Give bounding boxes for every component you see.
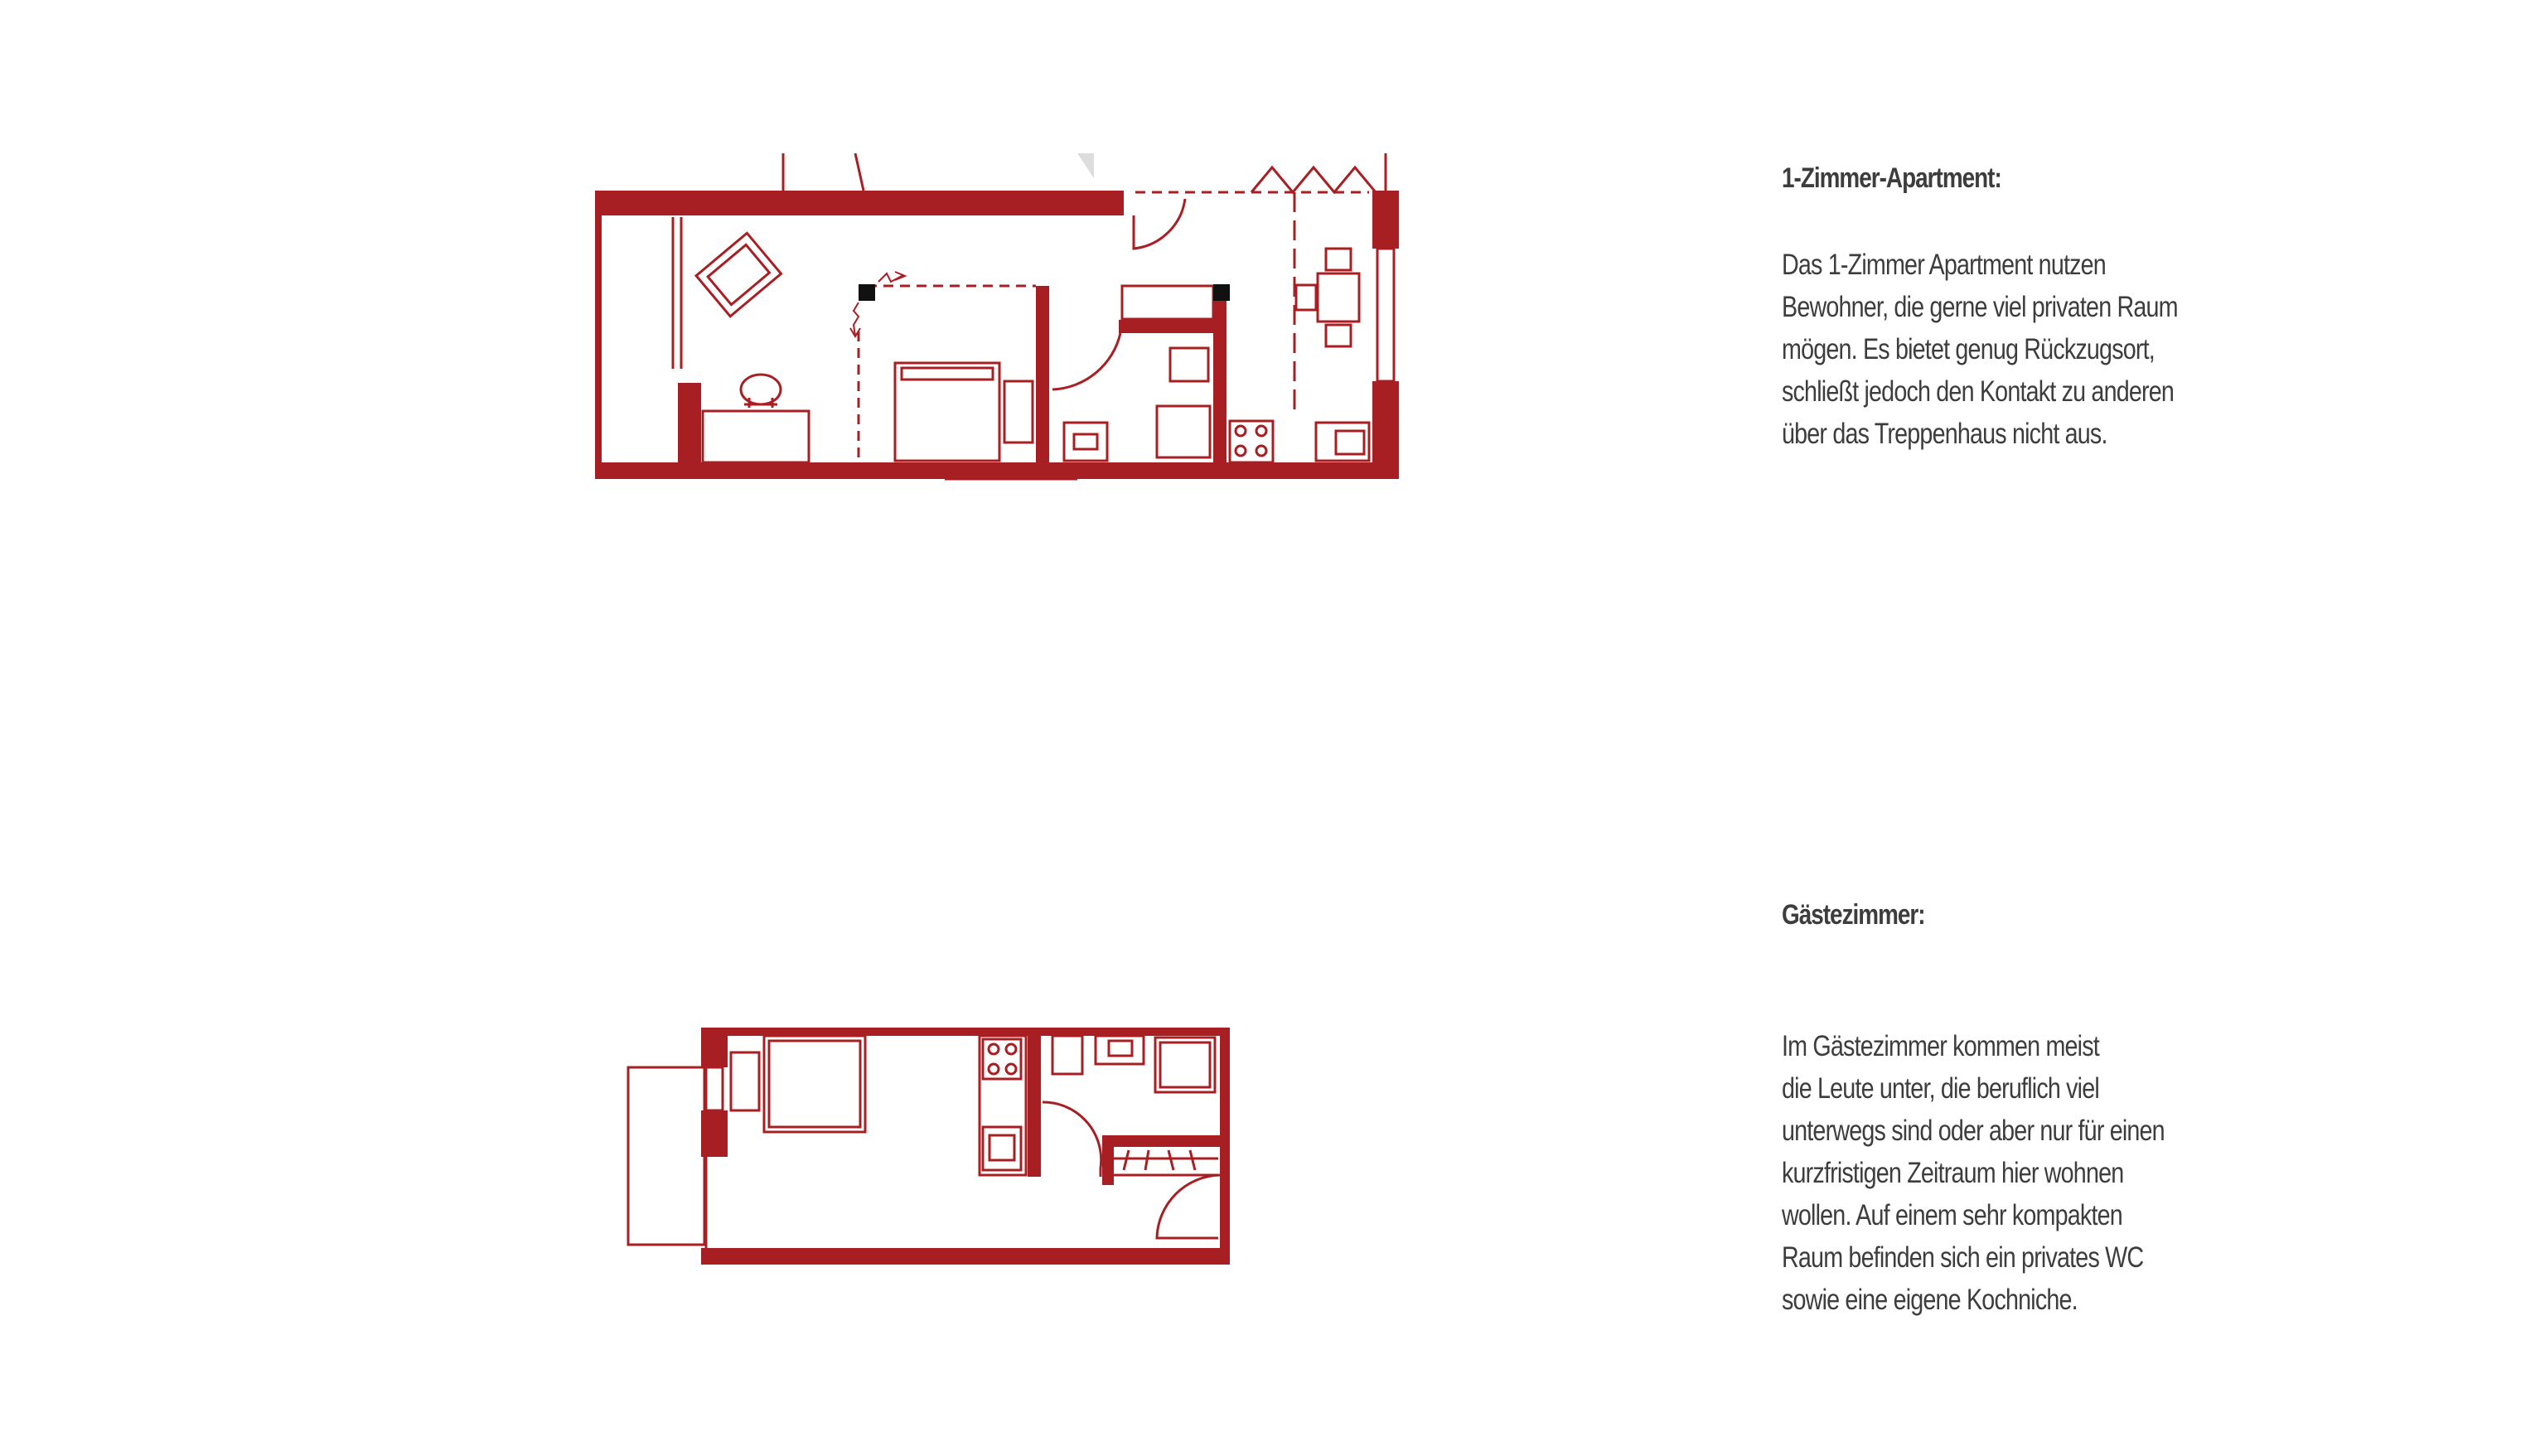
guest-room-description-line: sowie eine eigene Kochniche.: [1782, 1284, 2078, 1316]
apartment-partition-bath-left: [1036, 286, 1049, 464]
apartment-burner: [1236, 426, 1246, 436]
guest-kitchenette: [980, 1036, 1026, 1175]
apartment-wall-right-upper: [1372, 191, 1399, 249]
apartment-heading: 1-Zimmer-Apartment:: [1782, 162, 2001, 194]
apartment-description: [1782, 162, 2296, 450]
guest-partition-vertical: [1028, 1028, 1041, 1177]
guest-wall-left-lower: [701, 1110, 728, 1157]
apartment-bath-door: [1052, 333, 1120, 389]
apartment-folding-door: [1251, 167, 1376, 192]
guest-burner: [1006, 1044, 1016, 1054]
apartment-desk: [703, 411, 809, 462]
guest-room-description-line: Raum befinden sich ein privates WC: [1782, 1241, 2144, 1274]
apartment-partition-bath-top: [1119, 320, 1227, 333]
apartment-floor-plan: [595, 153, 1399, 479]
apartment-facade-mark-2: [855, 153, 864, 191]
apartment-wall-top: [595, 191, 1124, 215]
guest-room-description-line: die Leute unter, die beruflich viel: [1782, 1072, 2099, 1105]
apartment-window-right: [1377, 249, 1394, 381]
apartment-bed-pillow: [902, 368, 993, 380]
apartment-description-line: Bewohner, die gerne viel privaten Raum: [1782, 291, 2178, 323]
apartment-kitchen-sink-basin: [1336, 431, 1364, 454]
guest-bed: [764, 1036, 865, 1132]
guest-partition-wc-bottom: [1102, 1135, 1230, 1147]
guest-kitchen-sink-basin: [989, 1135, 1014, 1160]
guest-room-description: [1782, 899, 2296, 1316]
guest-wall-bottom: [701, 1248, 1230, 1265]
apartment-burner: [1236, 446, 1246, 456]
apartment-dining-table: [1318, 273, 1359, 322]
guest-hanger: [1145, 1150, 1149, 1170]
apartment-post-right: [1213, 284, 1230, 301]
apartment-facade-triangle: [1077, 153, 1094, 178]
apartment-post-left: [859, 284, 875, 301]
apartment-wall-bottom: [595, 462, 1399, 479]
guest-room-description-body: [1782, 1025, 2248, 1321]
apartment-armchair: [696, 233, 781, 316]
apartment-description-line: schließt jedoch den Kontakt zu anderen: [1782, 375, 2175, 408]
guest-hanger: [1124, 1150, 1129, 1170]
apartment-pier-left: [678, 383, 701, 462]
apartment-description-line: mögen. Es bietet genug Rückzugsort,: [1782, 333, 2155, 365]
apartment-burner: [1256, 426, 1266, 436]
apartment-partition-bath-right: [1213, 286, 1227, 464]
apartment-description-body: [1782, 244, 2265, 455]
apartment-dining-chair: [1326, 325, 1351, 346]
guest-burner: [1006, 1064, 1016, 1074]
apartment-burner: [1256, 446, 1266, 456]
guest-toilet: [1052, 1036, 1082, 1074]
guest-hanger: [1190, 1150, 1195, 1170]
apartment-shower: [1157, 406, 1210, 457]
apartment-toilet: [1170, 348, 1208, 381]
guest-burner: [989, 1064, 999, 1074]
apartment-bath-sink: [1064, 423, 1107, 461]
guest-room-description-line: wollen. Auf einem sehr kompakten: [1782, 1199, 2122, 1231]
apartment-wall-left: [595, 191, 602, 479]
apartment-entry-door: [1134, 199, 1185, 249]
guest-shower: [1155, 1038, 1215, 1092]
guest-burner: [989, 1044, 999, 1054]
apartment-arrow-down: [850, 302, 860, 336]
guest-nightstand: [731, 1052, 759, 1110]
guest-room-floor-plan: [628, 1028, 1230, 1265]
apartment-dining-chair: [1296, 285, 1316, 310]
guest-balcony: [628, 1067, 704, 1245]
apartment-wall-right-lower: [1372, 381, 1399, 479]
apartment-desk-chair: [741, 375, 781, 408]
guest-room-heading: Gästezimmer:: [1782, 899, 1925, 931]
apartment-description-line: über das Treppenhaus nicht aus.: [1782, 418, 2107, 450]
apartment-bath-sink-basin: [1074, 434, 1097, 449]
apartment-bed: [895, 363, 999, 461]
guest-window-left: [706, 1067, 723, 1110]
guest-bed-inner: [769, 1041, 860, 1127]
guest-room-description-line: unterwegs sind oder aber nur für einen: [1782, 1115, 2165, 1147]
guest-wall-left-upper: [701, 1028, 728, 1067]
guest-wc-door: [1043, 1102, 1101, 1177]
guest-partition-wc-left: [1102, 1135, 1114, 1185]
apartment-nightstand: [1004, 381, 1033, 443]
apartment-kitchen-counter: [1122, 286, 1213, 319]
apartment-arrow-right: [878, 272, 905, 282]
apartment-description-line: Das 1-Zimmer Apartment nutzen: [1782, 249, 2106, 281]
guest-shower-inner: [1160, 1042, 1210, 1087]
guest-room-description-line: kurzfristigen Zeitraum hier wohnen: [1782, 1157, 2124, 1189]
guest-room-description-line: Im Gästezimmer kommen meist: [1782, 1030, 2099, 1062]
apartment-dining-chair: [1326, 249, 1351, 270]
guest-hanger: [1168, 1150, 1173, 1170]
guest-entry-door: [1157, 1175, 1220, 1238]
guest-wc-sink-basin: [1109, 1041, 1132, 1056]
